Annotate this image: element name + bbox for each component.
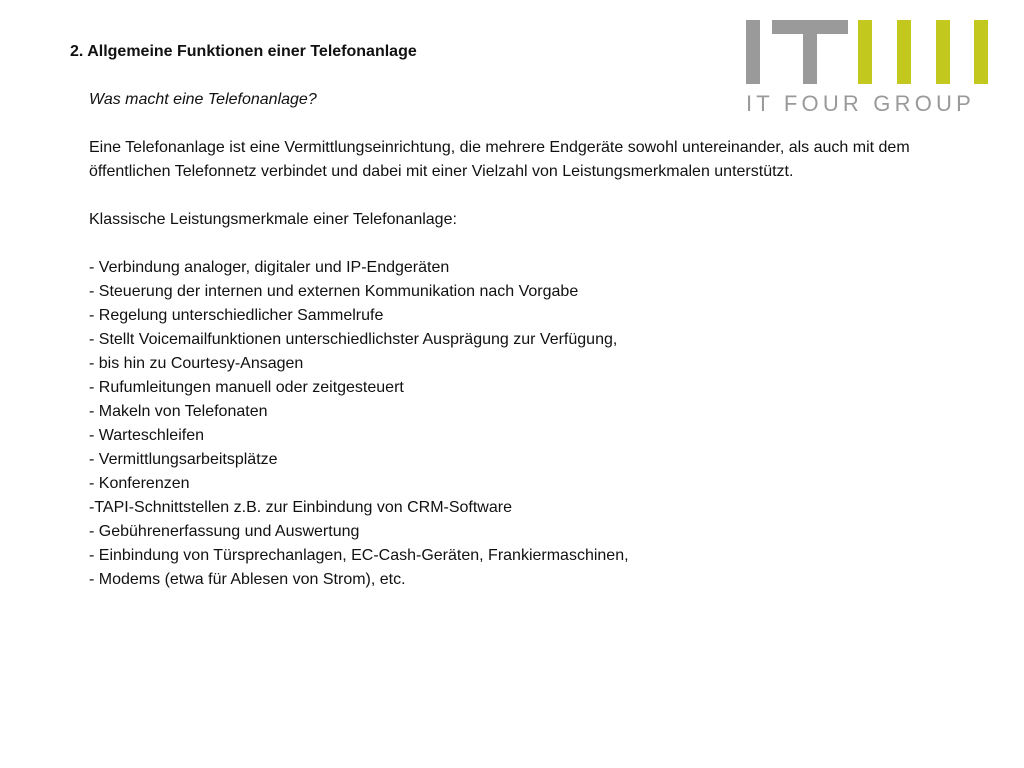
feature-list [89, 256, 980, 592]
feature-list-item: - Konferenzen [89, 475, 190, 492]
feature-list-item: - bis hin zu Courtesy-Ansagen [89, 355, 304, 372]
feature-list-item: - Makeln von Telefonaten [89, 403, 268, 420]
feature-list-item: - Vermittlungsarbeitsplätze [89, 451, 278, 468]
question-text: Was macht eine Telefonanlage? [89, 91, 317, 108]
features-title: Klassische Leistungsmerkmale einer Telefonanlage: [89, 211, 457, 228]
feature-list-item: - Verbindung analoger, digitaler und IP-Endgeräten [89, 259, 450, 276]
feature-list-item: - Gebührenerfassung und Auswertung [89, 523, 360, 540]
feature-list-item: - Modems (etwa für Ablesen von Strom), etc. [89, 571, 406, 588]
feature-list-item: - Regelung unterschiedlicher Sammelrufe [89, 307, 384, 324]
slide-content [70, 40, 980, 592]
feature-list-item: - Steuerung der internen und externen Kommunikation nach Vorgabe [89, 283, 579, 300]
feature-list-item: - Rufumleitungen manuell oder zeitgesteuert [89, 379, 404, 396]
feature-list-item: -TAPI-Schnittstellen z.B. zur Einbindung von CRM-Software [89, 499, 512, 516]
logo-text: IT FOUR GROUP [746, 91, 975, 114]
feature-list-item: - Stellt Voicemailfunktionen unterschiedlichster Ausprägung zur Verfügung, [89, 331, 618, 348]
definition-paragraph: Eine Telefonanlage ist eine Vermittlungseinrichtung, die mehrere Endgeräte sowohl untereinander, als auch mit dem öffentlichen Telefonnetz verbindet und dabei mit einer Vielzahl von Leistungsmerkmalen unterstützt. [89, 139, 910, 180]
feature-list-item: - Einbindung von Türsprechanlagen, EC-Cash-Geräten, Frankiermaschinen, [89, 547, 629, 564]
slide-heading: 2. Allgemeine Funktionen einer Telefonanlage [70, 43, 417, 60]
feature-list-item: - Warteschleifen [89, 427, 204, 444]
